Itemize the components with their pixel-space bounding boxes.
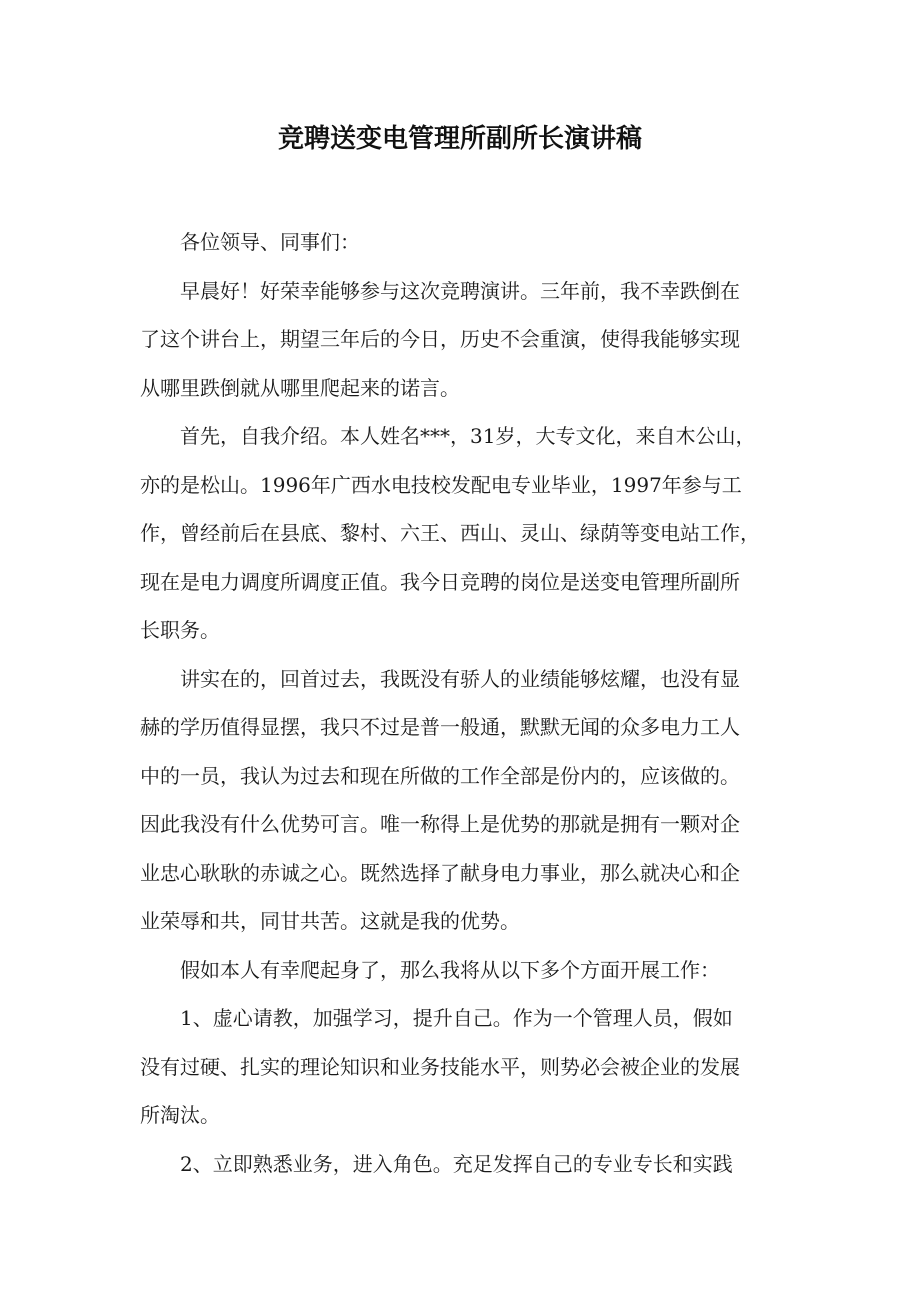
greeting-paragraph: 各位领导、同事们： [180, 230, 360, 254]
work-plan-item-1: 1、虚心请教，加强学习，提升自己。作为一个管理人员，假如 没有过硬、扎实的理论知识和业务技能水平，则势必会被企业的发展 所淘汰。 [140, 1006, 740, 1127]
work-plan-intro-paragraph: 假如本人有幸爬起身了，那么我将从以下多个方面开展工作： [180, 957, 720, 982]
strengths-paragraph: 讲实在的，回首过去，我既没有骄人的业绩能够炫耀，也没有显 赫的学历值得显摆，我只不过是普一般通，默默无闻的众多电力工人 中的一员，我认为过去和现在所做的工作全部是份内的，应该做的。 因此我没有什么优势可言。唯一称得上是优势的那就是拥有一颗对企 业忠心耿耿的赤诚之心。既然选择了献身电力事业，那么就决心和企 业荣辱和共，同甘共苦。这就是我的优势。 [140, 666, 740, 933]
document-body [140, 218, 800, 1188]
document-title: 竞聘送变电管理所副所长演讲稿 [277, 124, 642, 154]
work-plan-item-2: 2、立即熟悉业务，进入角色。充足发挥自己的专业专长和实践 [180, 1151, 733, 1176]
self-introduction-paragraph: 首先，自我介绍。本人姓名***，31岁，大专文化，来自木公山， 亦的是松山。1996年广西水电技校发配电专业毕业，1997年参与工 作，曾经前后在县底、黎村、六王、西山、灵山、绿荫等变电站工作， 现在是电力调度所调度正值。我今日竞聘的岗位是送变电管理所副所 长职务。 [140, 424, 760, 642]
opening-paragraph: 早晨好！好荣幸能够参与这次竞聘演讲。三年前，我不幸跌倒在 了这个讲台上，期望三年后的今日，历史不会重演，使得我能够实现 从哪里跌倒就从哪里爬起来的诺言。 [140, 278, 740, 400]
